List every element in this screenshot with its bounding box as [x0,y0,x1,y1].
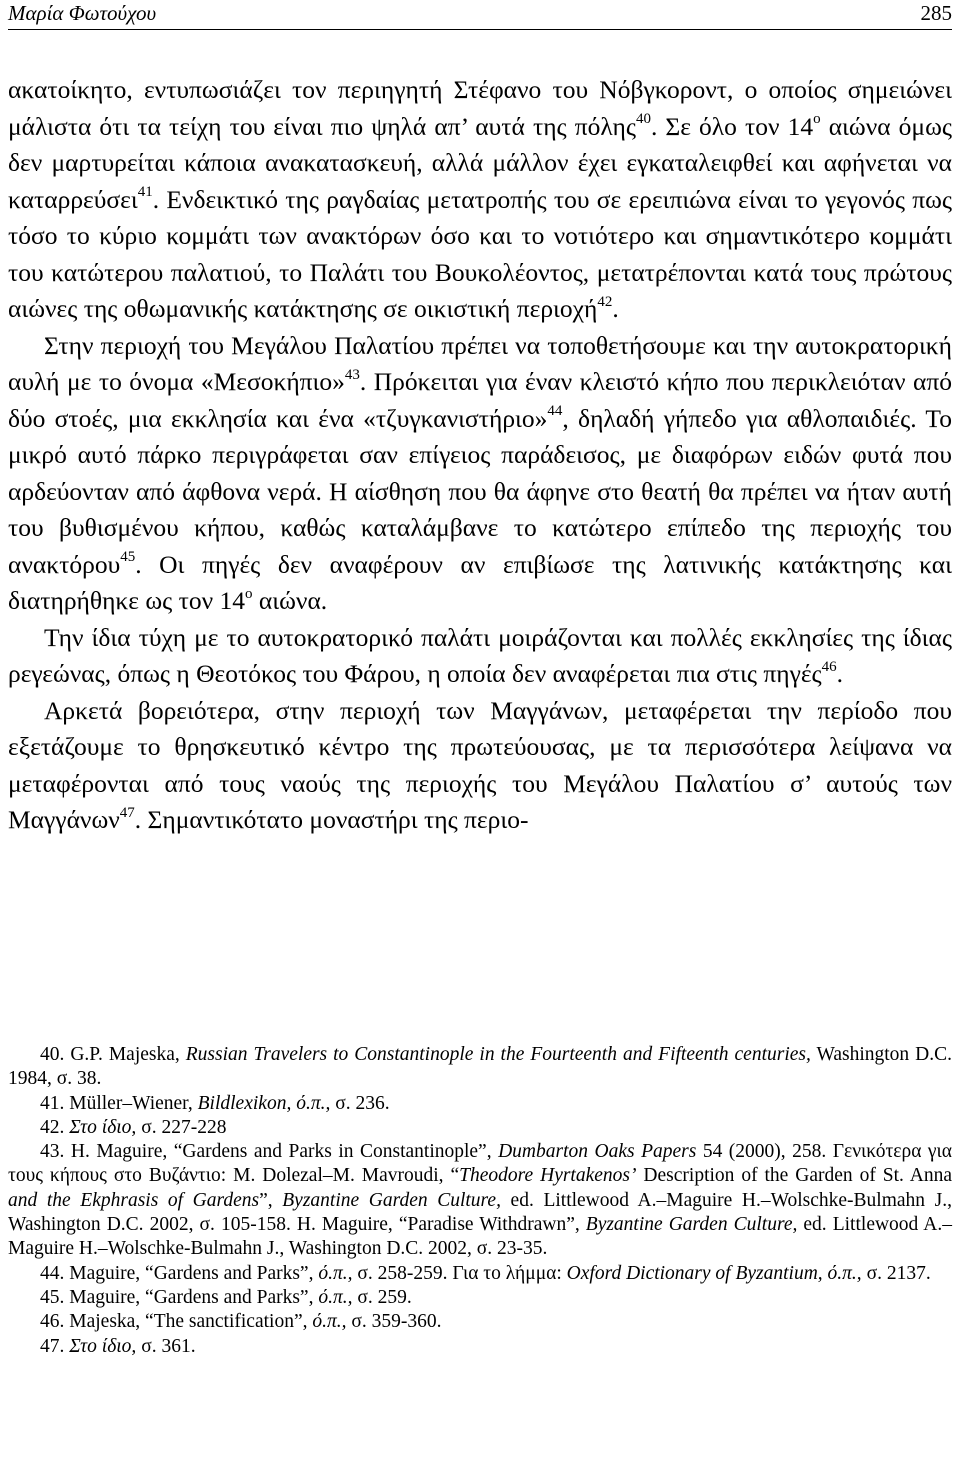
main-text [8,72,952,839]
text-run: , δηλαδή γήπεδο για αθλοπαιδιές. Το μικρό αυτό πάρκο περιγράφεται σαν επίγειος παράδεισος, με διαφόρων ειδών φυτά που αρδεύονταν από άφθονα νερά. Η αίσθηση που θα άφηνε στο θεατή θα πρέπει να ήταν αυτή του βυθισμένου κήπου, καθώς καταλάμβανε το κατώτερο επίπεδο της περιοχής του ανακτόρου [8,403,952,579]
footnote-42 [8,1116,952,1140]
footnote-46 [8,1310,952,1334]
footnotes [8,1043,952,1359]
note-text: Washington D.C. 1984, σ. 38. [8,1044,952,1090]
footnote-ref-40: 40 [635,111,651,127]
text-run: αιώνα όμως δεν μαρτυρείται κάποια ανακατασκευή, αλλά μάλλον έχει εγκαταλειφθεί και αφήνεται να καταρρεύσει [8,111,952,214]
note-italic: ό.π., [318,1286,353,1308]
note-italic: Byzantine Garden Culture, [282,1189,501,1211]
footnote-ref-46: 46 [821,658,837,675]
text-run: . Σε όλο τον 14 [650,111,814,141]
footnote-47 [8,1335,952,1359]
note-italic: ό.π., [318,1262,353,1284]
note-text: σ. 359-360. [346,1311,442,1333]
note-text: σ. 361. [136,1335,196,1357]
text-run: . Πρόκειται για έναν κλειστό κήπο που περικλειόταν από δύο στοές, μια εκκλησία και ένα «τζυγκανιστήριο» [8,367,952,433]
footnote-ref-41: 41 [137,184,153,200]
note-text: ed. Littlewood A.–Maguire H.–Wolschke-Bulmahn J., Washington D.C. 2002, σ. 105-158. H. Maguire, “Paradise Withdrawn”, [8,1189,952,1236]
text-run: . [836,659,844,688]
paragraph-1 [8,72,952,328]
footnote-ref-45: 45 [120,549,136,565]
text-run: . [612,294,619,323]
note-text: 41. Müller–Wiener, [40,1092,198,1114]
note-italic: Στο ίδιο, [69,1116,137,1138]
note-text: ”, [259,1189,283,1211]
paragraph-2 [8,328,952,620]
note-italic: Στο ίδιο, [69,1335,137,1357]
note-text: σ. 259. [352,1286,412,1308]
note-text: σ. 258-259. Για το λήμμα: [352,1262,567,1284]
text-run: Την ίδια τύχη με το αυτοκρατορικό παλάτι μοιράζονται και πολλές εκκλησίες της ίδιας ρεγεώνας, όπως η Θεοτόκος του Φάρου, η οποία δεν αναφέρεται πια στις πηγές [8,622,952,688]
footnote-44 [8,1262,952,1286]
text-run: . Οι πηγές δεν αναφέρουν αν επιβίωσε της λατινικής κατάκτησης και διατηρήθηκε ως τον 14 [8,549,952,615]
note-text: 54 (2000), 258. Γενικότερα για τους κήπους στο Βυζάντιο: M. Dolezal–M. Mavroudi, “ [8,1141,952,1187]
paragraph-3 [8,620,952,693]
text-run: . Σημαντικότατο μοναστήρι της περιο- [134,805,529,834]
note-italic: ό.π., [312,1311,347,1333]
note-text: σ. 236. [330,1092,390,1114]
note-italic: Oxford Dictionary of Byzantium, ό.π., [566,1262,862,1284]
note-italic: and the Ekphrasis of Gardens [8,1189,260,1211]
note-text: σ. 227-228 [136,1116,227,1138]
note-text: 47. [40,1335,70,1357]
footnote-40 [8,1043,952,1092]
note-italic: Dumbarton Oaks Papers [498,1141,697,1163]
text-run: Στην περιοχή του Μεγάλου Παλατίου πρέπει να τοποθετήσουμε και την αυτοκρατορική αυλή με το όνομα «Μεσοκήπιο» [8,330,952,396]
note-italic: Theodore Hyrtakenos’ [459,1165,637,1187]
text-run: Αρκετά βορειότερα, στην περιοχή των Μαγγάνων, μεταφέρεται την περίοδο που εξετάζουμε το θρησκευτικό κέντρο της πρωτεύουσας, με τα περισσότερα λείψανα να μεταφέρονται από τους ναούς της περιοχής του Μεγάλου Παλατίου σ’ αυτούς των Μαγγάνων [8,695,952,834]
note-text: 43. H. Maguire, “Gardens and Parks in Constantinople”, [40,1141,499,1163]
note-text: 46. Majeska, “The sanctification”, [40,1311,313,1333]
footnote-ref-44: 44 [547,403,563,419]
text-run: αιώνα. [252,586,328,615]
note-text: 45. Maguire, “Gardens and Parks”, [40,1286,319,1308]
note-italic: Bildlexikon, ό.π., [197,1092,331,1114]
note-text: Description of the Garden of St. Anna [636,1165,952,1187]
note-text: ed. Littlewood A.–Maguire H.–Wolschke-Bulmahn J., Washington D.C. 2002, σ. 23-35. [8,1214,952,1260]
footnote-ref-47: 47 [119,804,135,821]
text-run: . Ενδεικτικό της ραγδαίας μετατροπής του σε ερειπιώνα είναι το γεγονός πως τόσο το κύριο κομμάτι των ανακτόρων όσο και το νοτιότερο και σημαντικότερο κομμάτι του κατώτερου παλατιού, το Παλάτι του Βουκολέοντος, μετατρέπονται κατά τους πρώτους αιώνες της οθωμανικής κατάκτησης σε οικιστική περιοχή [8,184,952,323]
footnote-ref-42: 42 [597,293,613,310]
note-text: 42. [40,1116,70,1138]
footnote-41 [8,1092,952,1116]
header-rule [8,29,952,30]
note-text: σ. 2137. [861,1262,931,1284]
footnote-43 [8,1140,952,1261]
footnote-ref-43: 43 [344,366,360,383]
text-run: ακατοίκητο, εντυπωσιάζει τον περιηγητή Στέφανο του Νόβγκοροντ, ο οποίος σημειώνει μάλιστα ότι τα τείχη του είναι πιο ψηλά απ’ αυτά της πόλης [8,75,952,141]
running-header-author: Μαρία Φωτούχου [8,1,157,25]
paragraph-4 [8,693,952,839]
note-italic: Russian Travelers to Constantinople in the Fourteenth and Fifteenth centuries, [185,1044,811,1065]
note-text: 44. Maguire, “Gardens and Parks”, [40,1262,319,1284]
note-italic: Byzantine Garden Culture, [585,1214,798,1236]
running-header [8,0,952,34]
ordinal-superscript: ο [245,585,253,602]
note-text: 40. G.P. Majeska, [40,1044,186,1065]
footnote-45 [8,1286,952,1310]
page-number: 285 [920,1,952,25]
ordinal-superscript: ο [813,111,821,127]
